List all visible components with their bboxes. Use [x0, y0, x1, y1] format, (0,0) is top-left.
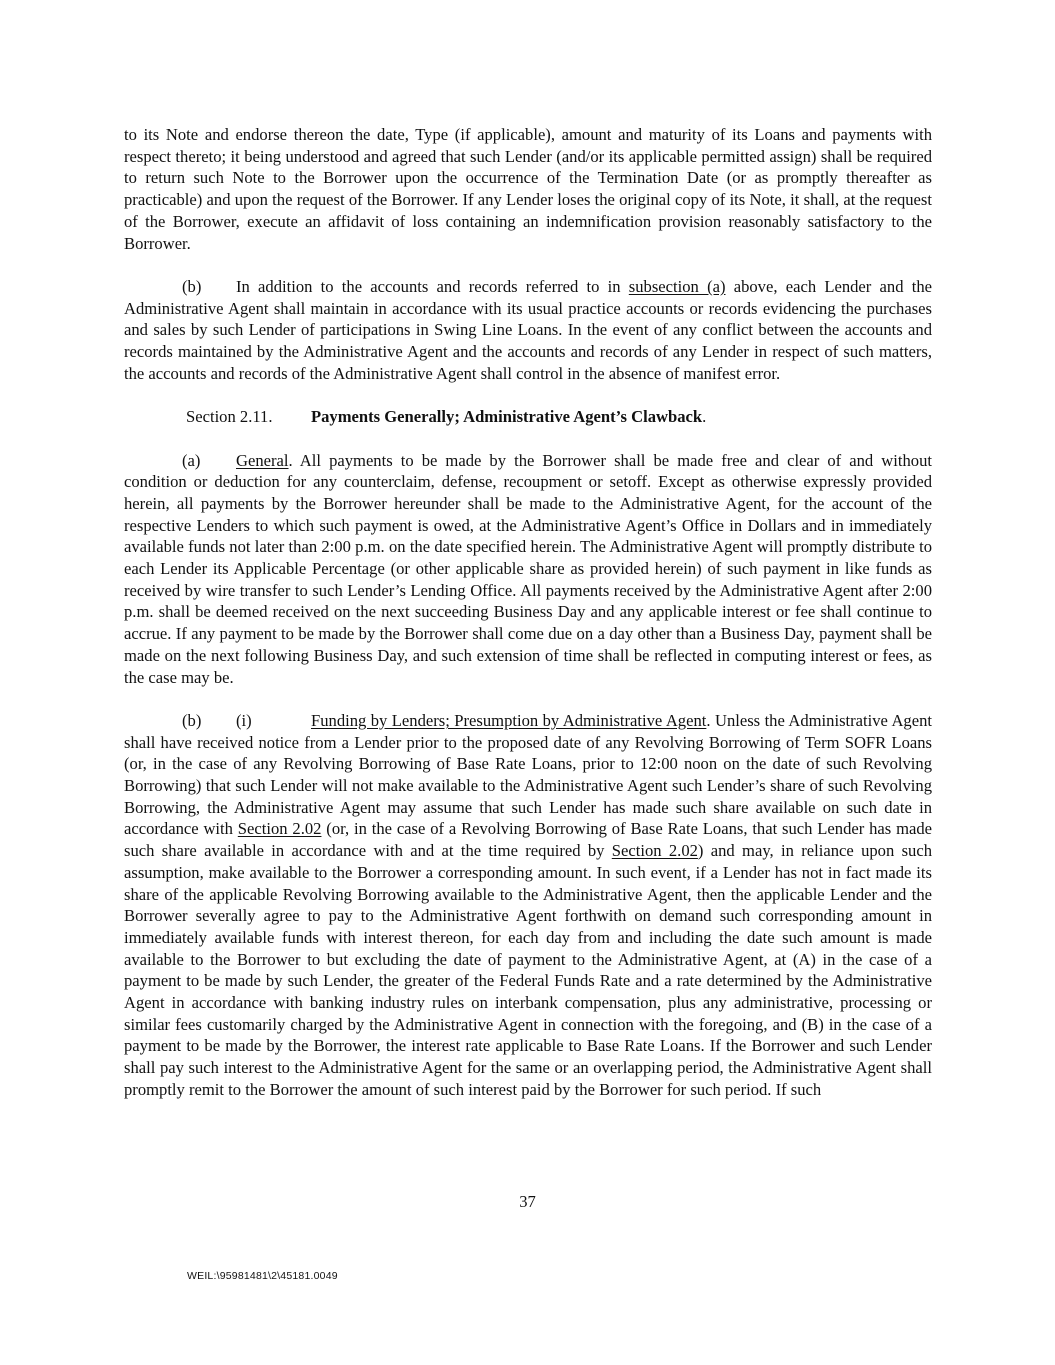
section-number: Section 2.11.	[186, 407, 273, 427]
clause-caption: General	[236, 450, 289, 470]
paragraph-text: ) and may, in reliance upon such assumption, make available to the Borrower a corresponding amount. In such event, if a Lender has not in fact made its share of the applicable Revolving Borrowing available to the Administrative Agent, then the applicable Lender and the Borrower severally agree to pay to the Administrative Agent forthwith on demand such corresponding amount in immediately available funds with interest thereon, for each day from and including the date such amount is made available to the Borrower to but excluding the date of payment to the Administrative Agent, at (A) in the case of a payment to be made by such Lender, the greater of the Federal Funds Rate and a rate determined by the Administrative Agent in accordance with banking industry rules on interbank compensation, plus any administrative, processing or similar fees customarily charged by the Administrative Agent in connection with the foregoing, and (B) in the case of a payment to be made by the Borrower, the interest rate applicable to Base Rate Loans. If the Borrower and such Lender shall pay such interest to the Administrative Agent for the same or an overlapping period, the Administrative Agent shall promptly remit to the Borrower the amount of such interest paid by the Borrower for such period. If such	[124, 841, 932, 1099]
paragraph-text: to its Note and endorse thereon the date, Type (if applicable), amount and maturity of its Loans and payments with respect thereto; it being understood and agreed that such Lender (and/or its applicable permitted assign) shall be required to return such Note to the Borrower upon the occurrence of the Termination Date (or as promptly thereafter as practicable) and upon the request of the Borrower. If any Lender loses the original copy of its Note, it shall, at the request of the Borrower, execute an affidavit of loss containing an indemnification provision reasonably satisfactory to the Borrower.	[124, 125, 932, 253]
cross-reference-section-2-02: Section 2.02	[611, 841, 698, 861]
paragraph-b-accounts-records	[124, 276, 932, 385]
clause-marker: (b)	[182, 276, 202, 296]
page-number: 37	[519, 1192, 536, 1211]
paragraph-text: . All payments to be made by the Borrower shall be made free and clear of and without condition or deduction for any counterclaim, defense, recoupment or setoff. Except as otherwise expressly provided herein, all payments by the Borrower hereunder shall be made to the Administrative Agent, for the account of the respective Lenders to which such payment is owed, at the Administrative Agent’s Office in Dollars and in immediately available funds not later than 2:00 p.m. on the date specified herein. The Administrative Agent will promptly distribute to each Lender its Applicable Percentage (or other applicable share as provided herein) of such payment in like funds as received by wire transfer to such Lender’s Lending Office. All payments received by the Administrative Agent after 2:00 p.m. shall be deemed received on the next succeeding Business Day and any applicable interest or fee shall continue to accrue. If any payment to be made by the Borrower shall come due on a day other than a Business Day, payment shall be made on the next following Business Day, and such extension of time shall be reflected in computing interest or fees, as the case may be.	[124, 450, 932, 687]
paragraph-note-endorsement	[124, 124, 932, 254]
section-heading	[124, 406, 932, 428]
paragraph-text: (or, in the case of a Revolving Borrowing of Base Rate Loans, that such Lender has made such share available in accordance with and at the time required by	[124, 819, 933, 861]
cross-reference-subsection-a: subsection (a)	[628, 276, 726, 296]
clause-caption: Funding by Lenders; Presumption by Administrative Agent	[311, 710, 707, 730]
clause-marker: (a)	[182, 450, 201, 470]
document-id: WEIL:\95981481\2\45181.0049	[187, 1270, 338, 1282]
document-body	[124, 124, 932, 1101]
paragraph-text: . Unless the Administrative Agent shall have received notice from a Lender prior to the proposed date of any Revolving Borrowing of Term SOFR Loans (or, in the case of any Revolving Borrowing of Base Rate Loans, prior to 12:00 noon on the date of such Revolving Borrowing) that such Lender will not make available to the Administrative Agent such Lender’s share of such Revolving Borrowing, the Administrative Agent may assume that such Lender has made such share available on such date in accordance with	[124, 710, 932, 839]
section-title-period: .	[702, 407, 707, 427]
paragraph-text: In addition to the accounts and records referred to in	[236, 276, 629, 296]
clause-marker: (b)	[182, 710, 202, 730]
cross-reference-section-2-02: Section 2.02	[237, 819, 322, 839]
paragraph-b-i-funding-by-lenders	[124, 710, 932, 1101]
section-title: Payments Generally; Administrative Agent’s Clawback	[311, 407, 703, 427]
paragraph-a-general	[124, 450, 932, 689]
subclause-marker: (i)	[236, 710, 252, 730]
paragraph-text: above, each Lender and the Administrative Agent shall maintain in accordance with its usual practice accounts or records evidencing the purchases and sales by such Lender of participations in Swing Line Loans. In the event of any conflict between the accounts and records maintained by the Administrative Agent and the accounts and records of any Lender in respect of such matters, the accounts and records of the Administrative Agent shall control in the absence of manifest error.	[124, 276, 933, 383]
